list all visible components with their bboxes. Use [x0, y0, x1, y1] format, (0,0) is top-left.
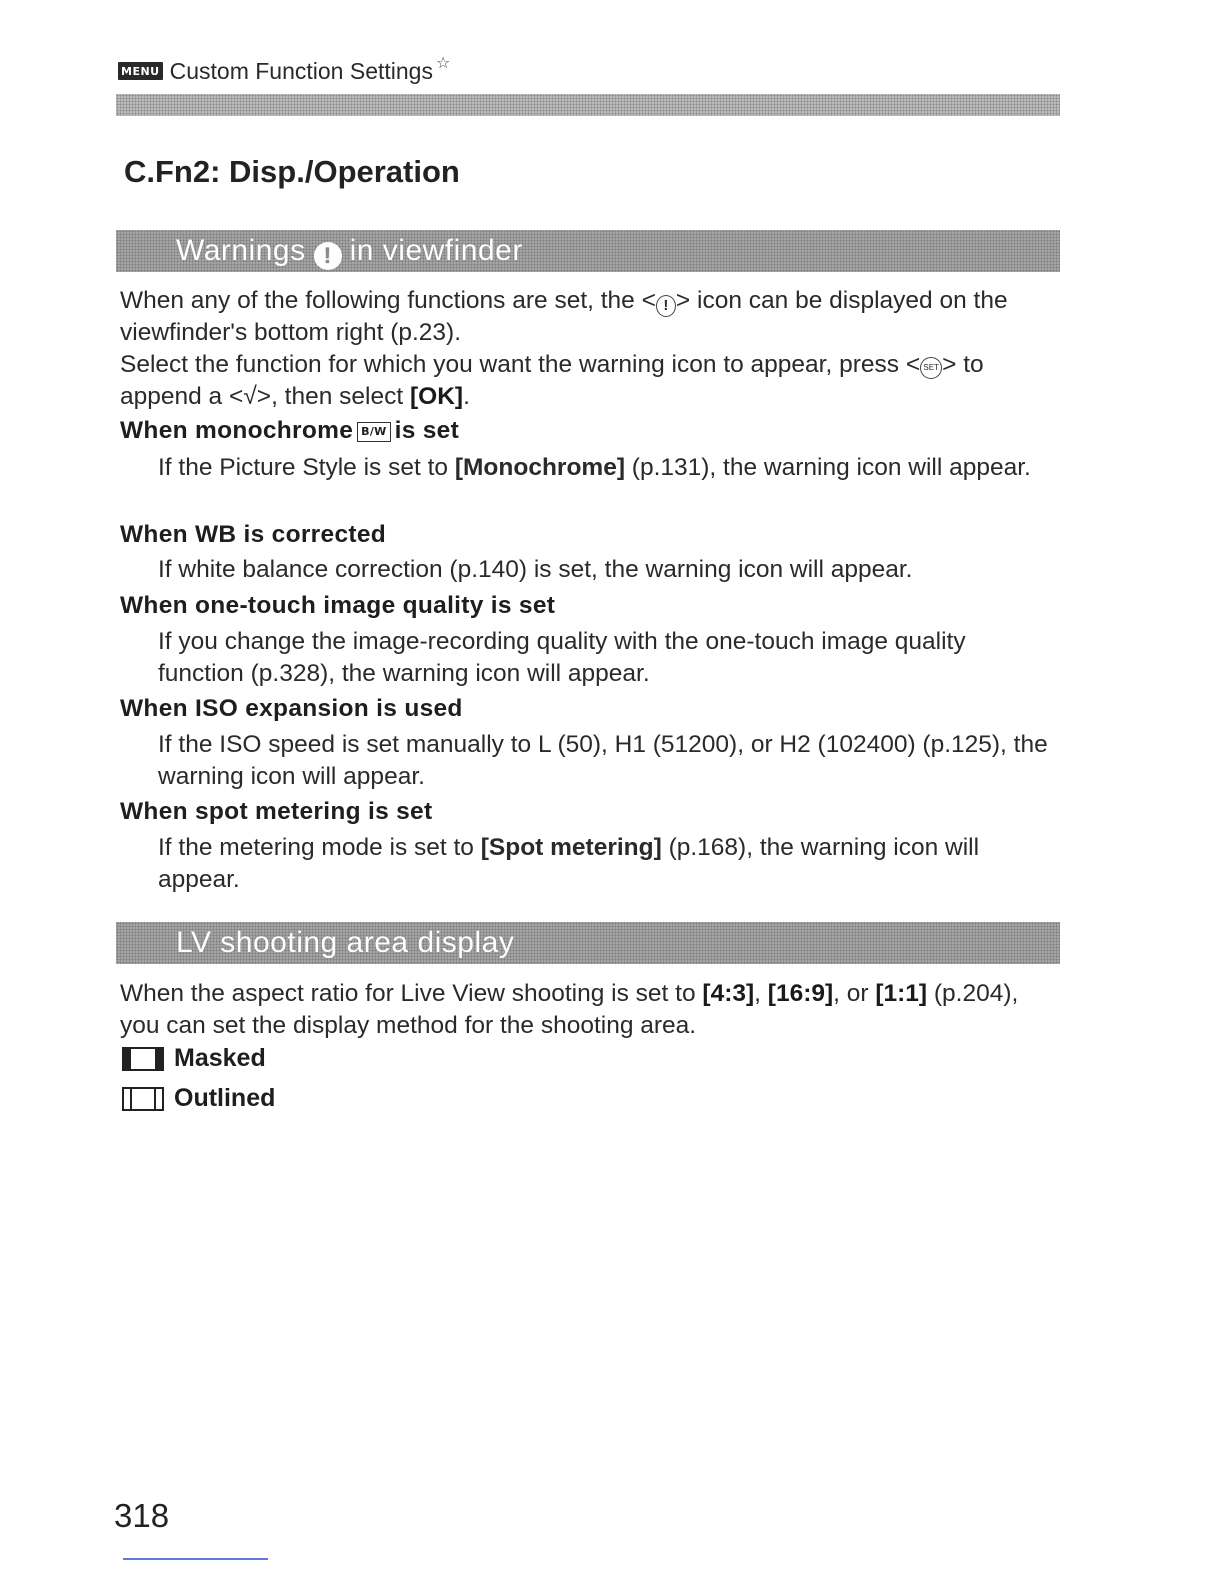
footer-rule	[123, 1558, 268, 1560]
option-outlined	[122, 1084, 275, 1113]
warning-icon: !	[314, 242, 342, 270]
item-body-wb: If white balance correction (p.140) is set, the warning icon will appear.	[158, 556, 913, 583]
monochrome-style-icon: B/W	[357, 422, 390, 442]
section-title-lv: LV shooting area display	[176, 926, 515, 959]
item-heading-iso: When ISO expansion is used	[120, 695, 463, 722]
item-body-spot: If the metering mode is set to [Spot metering] (p.168), the warning icon will appear.	[158, 834, 980, 893]
item-heading-spot: When spot metering is set	[120, 798, 433, 825]
option-label: Masked	[174, 1044, 266, 1072]
header-title: Custom Function Settings	[169, 57, 433, 84]
menu-icon: MENU	[118, 62, 163, 80]
item-heading-monochrome: When monochrome B/W is set	[120, 417, 460, 444]
masked-icon	[122, 1047, 164, 1071]
header-divider	[116, 94, 1060, 116]
item-body-one-touch: If you change the image-recording quality with the one-touch image quality function (p.328), the warning icon will appear.	[158, 628, 966, 687]
star-icon: ☆	[435, 55, 451, 72]
intro-paragraph-1: When any of the following functions are set, the < ! > icon can be displayed on the viewfinder's bottom right (p.23).	[120, 287, 1008, 346]
checkmark-icon: √	[243, 383, 257, 410]
item-heading-wb: When WB is corrected	[120, 521, 387, 548]
item-body-monochrome: If the Picture Style is set to [Monochrome] (p.131), the warning icon will appear.	[158, 454, 1031, 481]
item-heading-one-touch: When one-touch image quality is set	[120, 592, 556, 619]
section-bar-warnings	[116, 230, 1060, 272]
section-title-warnings: Warnings ! in viewfinder	[176, 234, 523, 268]
page-title: C.Fn2: Disp./Operation	[124, 154, 460, 189]
page-header	[118, 56, 450, 86]
outlined-icon	[122, 1087, 164, 1111]
item-body-iso: If the ISO speed is set manually to L (50), H1 (51200), or H2 (102400) (p.125), the warning icon will appear.	[158, 731, 1048, 790]
intro-paragraph-2: Select the function for which you want the warning icon to appear, press < SET > to append a <√>, then select [OK].	[120, 351, 984, 410]
set-button-icon: SET	[920, 357, 942, 379]
section-bar-lv	[116, 922, 1060, 964]
lv-intro-paragraph: When the aspect ratio for Live View shooting is set to [4:3], [16:9], or [1:1] (p.204), you can set the display method for the shooting area.	[120, 980, 1019, 1039]
option-masked	[122, 1044, 266, 1073]
warning-icon: !	[656, 295, 676, 317]
option-label: Outlined	[174, 1084, 276, 1112]
page-number: 318	[114, 1497, 170, 1534]
